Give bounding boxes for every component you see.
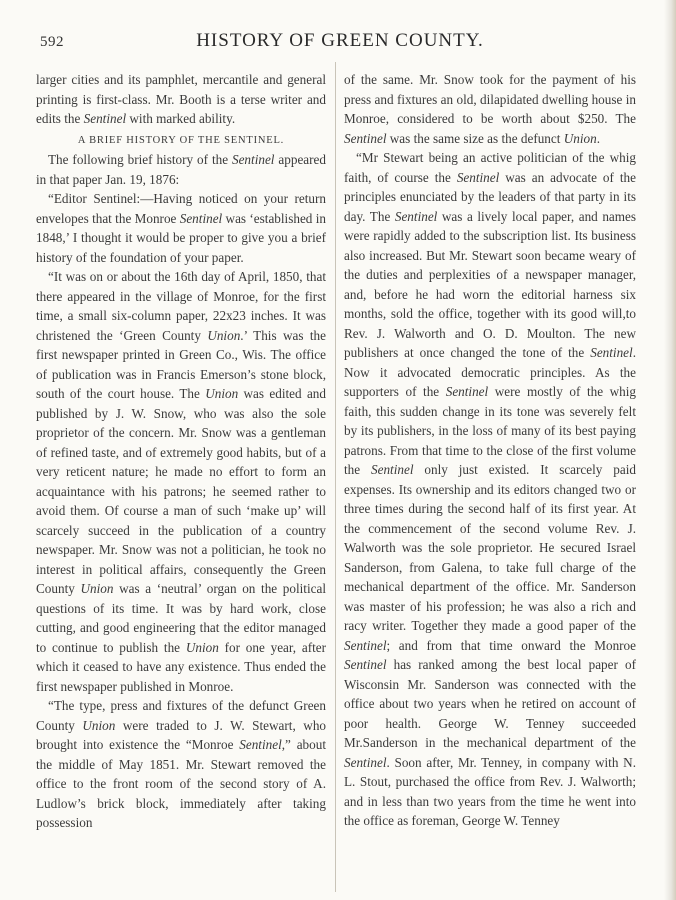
column-divider (335, 62, 336, 892)
section-heading: A BRIEF HISTORY OF THE SENTINEL. (77, 134, 285, 146)
paragraph: “The type, press and fixtures of the defunct Green County Union were traded to J. W. Stewart, who brought into existence the “Monroe Sentinel,” about the middle of May 1851. Mr. Stewart removed the office to the front room of the second story of A. Ludlow’s brick block, immediately after taking possession (36, 698, 327, 830)
paragraph: The following brief history of the Sentinel appeared in that paper Jan. 19, 1876: (36, 152, 326, 187)
left-column (36, 70, 326, 833)
paragraph: “Editor Sentinel:—Having noticed on your return envelopes that the Monroe Sentinel was ‘established in 1848,’ I thought it would be proper to give you a brief history of the foundation of your paper. (36, 191, 326, 265)
page-edge-shadow (664, 0, 676, 900)
page-number: 592 (40, 34, 64, 50)
paragraph: “It was on or about the 16th day of April, 1850, that there appeared in the village of Monroe, for the first time, a small six-column paper, 22x23 inches. It was christened the ‘Green County Union.’ This was the first newspaper printed in Green Co., Wis. The office of publication was in Francis Emerson’s stone block, south of the court house. The Union was edited and published by J. W. Snow, who was also the sole proprietor of the concern. Mr. Snow was a gentleman of refined taste, and of extremely good habits, but of a very reticent nature; he made no effort to form an acquaintance with his patrons; he seemed rather to avoid them. Of course a man of such ‘make up’ will scarcely succeed in the publication of a country newspaper. Mr. Snow was not a politician, he took no interest in political affairs, consequently the Green County Union was a ‘neutral’ organ on the political questions of its time. It was by hard work, close cutting, and good engineering that the editor managed to continue to publish the Union for one year, after which it ceased to have any existence. Thus ended the first newspaper published in Monroe. (36, 269, 327, 694)
running-title: HISTORY OF GREEN COUNTY. (196, 30, 484, 51)
paragraph: of the same. Mr. Snow took for the payment of his press and fixtures an old, dilapidated dwelling house in Monroe, considered to be worth about $250. The Sentinel was the same size as the defunct Union. (344, 72, 636, 146)
paragraph: “Mr Stewart being an active politician of the whig faith, of course the Sentinel was an advocate of the principles enunciated by the leaders of that party in its day. The Sentinel was a lively local paper, and names were rapidly added to the subscription list. Its business also increased. But Mr. Stewart soon became weary of the duties and perplexities of a newspaper manager, and, before he had worn the editorial harness six months, sold the office, together with its good will,to Rev. J. Walworth and O. D. Moulton. The new publishers at once changed the tone of the Sentinel. Now it advocated democratic principles. As the supporters of the Sentinel were mostly of the whig faith, this sudden change in its tone was severely felt by its publishers, in the loss of many of its best paying patrons. From that time to the close of the first volume the Sentinel only just existed. It scarcely paid expenses. Its ownership and its editors changed two or three times during the second half of its first year. At the commencement of the second volume Rev. J. Walworth was the sole proprietor. He secured Israel Sanderson, from Galena, to take full charge of the mechanical department of the office. Mr. Sanderson was master of his profession; he was also a rich and racy writer. Together they made a good paper of the Sentinel; and from that time onward the Monroe Sentinel has ranked among the best local paper of Wisconsin Mr. Sanderson was connected with the office about two years when he retired on account of poor health. George W. Tenney succeeded Mr.Sanderson in the mechanical department of the Sentinel. Soon after, Mr. Tenney, in company with N. L. Stout, purchased the office from Rev. J. Walworth; and in less than two years from the time he went into the office as foreman, George W. Tenney (344, 150, 637, 828)
paragraph: larger cities and its pamphlet, mercantile and general printing is first-class. Mr. Booth is a terse writer and edits the Sentinel with marked ability. (36, 72, 326, 126)
page-header (30, 28, 650, 58)
right-column (344, 70, 636, 831)
